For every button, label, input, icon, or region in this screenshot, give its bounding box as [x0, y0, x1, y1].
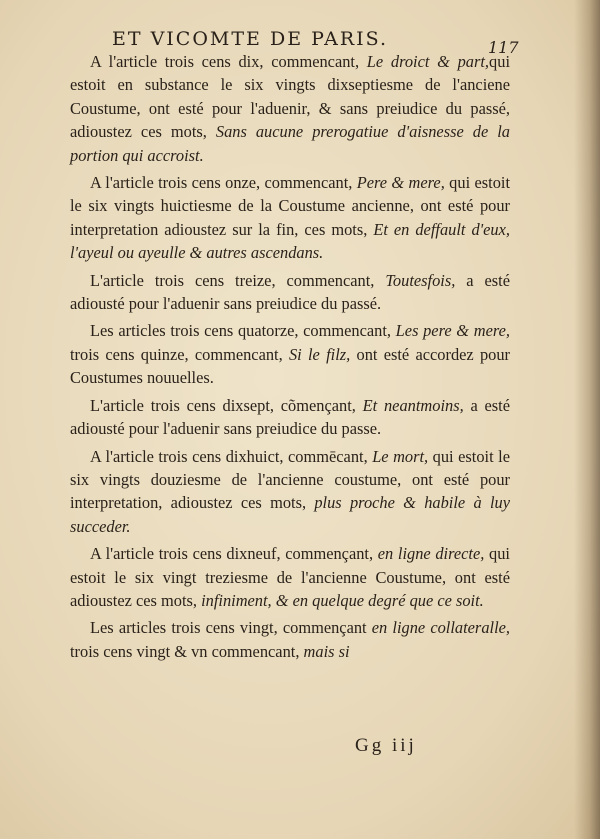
- italic-text: Le droict & part,: [366, 52, 490, 71]
- italic-text: en ligne collateralle,: [371, 618, 510, 638]
- text: Les articles trois cens vingt, commençant: [90, 618, 372, 638]
- paragraph: [70, 394, 510, 441]
- body-text: [70, 50, 510, 667]
- text: qui estoit le six vingts douziesme de l'ancienne coustume, ont esté pour interpretation, adioustez ces mots,: [70, 446, 510, 513]
- text: A l'article trois cens dix, commencant,: [90, 52, 367, 71]
- italic-text: Sans aucune prerogatiue d'aisnesse de la portion qui accroist.: [70, 122, 511, 165]
- italic-text: Pere & mere,: [356, 173, 445, 193]
- page-gutter-shadow: [574, 0, 600, 839]
- text: A l'article trois cens onze, commencant,: [90, 173, 357, 193]
- text: a esté adiousté pour l'aduenir sans preiudice du passe.: [70, 395, 510, 439]
- paragraph: [70, 50, 510, 167]
- paragraph: [70, 171, 510, 265]
- paragraph: [70, 445, 510, 539]
- italic-text: Si le filz,: [288, 344, 351, 364]
- italic-text: plus proche & habile à luy succeder.: [70, 493, 510, 536]
- italic-text: Et en deffault d'eux, l'ayeul ou ayeulle & autres ascendans.: [70, 219, 510, 263]
- page-number: 117: [488, 38, 519, 57]
- italic-text: Les pere & mere,: [395, 321, 510, 341]
- italic-text: Toutesfois,: [385, 270, 456, 290]
- text: L'article trois cens dixsept, cõmençant,: [90, 395, 363, 415]
- paragraph: [70, 319, 510, 389]
- text: A l'article trois cens dixhuict, commēcant,: [90, 446, 373, 466]
- text: A l'article trois cens dixneuf, commençant,: [90, 544, 378, 564]
- running-header: ET VICOMTE DE PARIS.: [112, 28, 389, 50]
- paragraph: [70, 616, 510, 663]
- italic-text: en ligne directe,: [377, 544, 485, 564]
- signature-mark: Gg iij: [355, 735, 417, 756]
- text: ont esté accordez pour Coustumes nouuelles.: [70, 344, 511, 388]
- text: qui estoit le six vingts huictiesme de la Coustume ancienne, ont esté pour interpretation adioustez sur la fin, ces mots,: [70, 173, 511, 239]
- text: qui estoit le six vingt treziesme de l'ancienne Coustume, ont esté adioustez ces mots,: [70, 544, 510, 610]
- italic-text: infiniment, & en quelque degré que ce soit.: [201, 590, 484, 610]
- italic-text: Et neantmoins,: [362, 395, 464, 415]
- paragraph: [70, 269, 510, 316]
- text: trois cens vingt & vn commencant,: [70, 641, 304, 661]
- italic-text: mais si: [303, 641, 350, 661]
- paragraph: [70, 542, 510, 612]
- text: Les articles trois cens quatorze, commencant,: [90, 321, 396, 341]
- text: L'article trois cens treize, commencant,: [90, 270, 386, 290]
- text: trois cens quinze, commencant,: [70, 344, 289, 364]
- italic-text: Le mort,: [372, 446, 429, 466]
- text: qui estoit en substance le six vingts dixseptiesme de l'anciene Coustume, ont esté pour l'aduenir, & sans preiudice du passé, adioustez ces mots,: [70, 52, 510, 142]
- text: a esté adiousté pour l'aduenir sans preiudice du passé.: [70, 270, 510, 314]
